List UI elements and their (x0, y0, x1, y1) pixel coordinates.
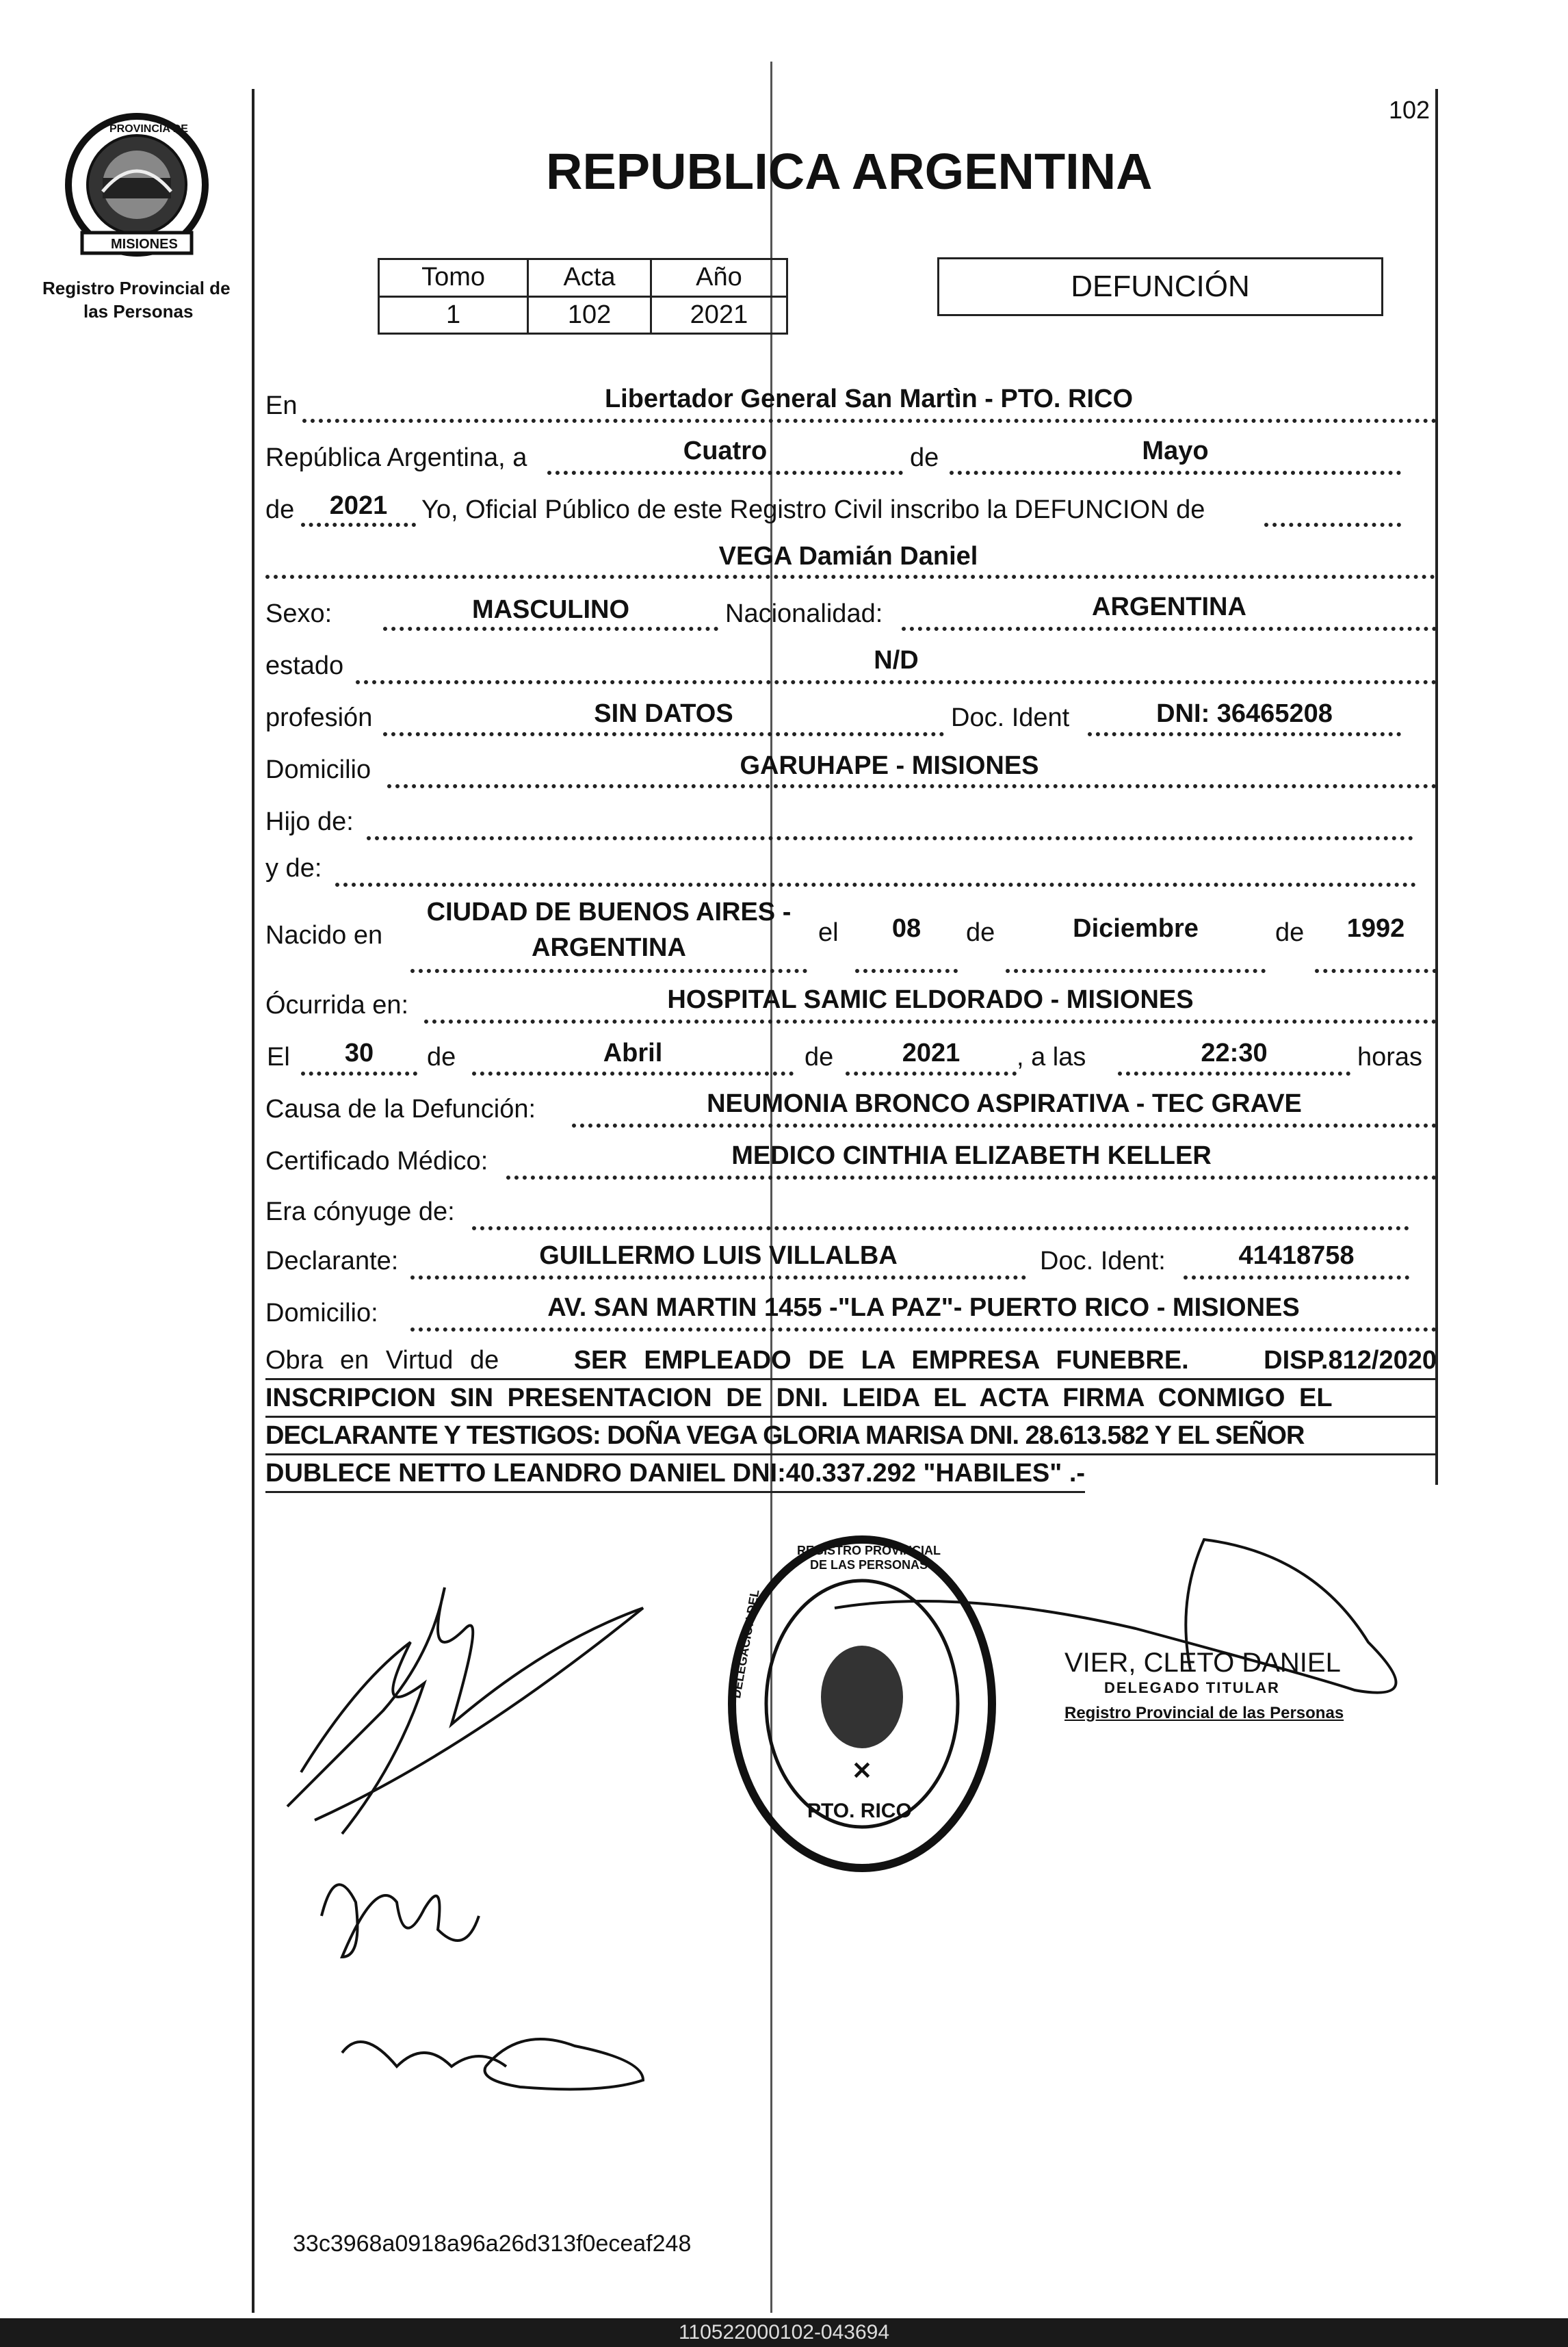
dots-dni (1088, 732, 1401, 736)
page-title: REPUBLICA ARGENTINA (546, 143, 1153, 200)
obra-prefix: Obra en Virtud de (265, 1346, 499, 1375)
obra-line-2 (265, 1380, 1437, 1418)
obra-line-3 (265, 1418, 1437, 1455)
logo-ring-text-bottom: MISIONES (111, 237, 178, 252)
label-certificado: Certificado Médico: (265, 1147, 488, 1176)
field-domicilio: GARUHAPE - MISIONES (740, 751, 1039, 780)
label-conyuge: Era cónyuge de: (265, 1197, 455, 1226)
dots-nac-dia (855, 969, 958, 973)
dots-lugar (302, 419, 1437, 423)
stamp-center-text: PTO. RICO (807, 1800, 912, 1822)
field-declarante: GUILLERMO LUIS VILLALBA (539, 1241, 898, 1270)
label-el-nac: el (818, 918, 839, 947)
obra-line-2-text: INSCRIPCION SIN PRESENTACION DE DNI. LEIDA EL ACTA FIRMA CONMIGO EL (265, 1384, 1333, 1412)
field-nac-mes: Diciembre (1073, 914, 1199, 943)
field-dni: DNI: 36465208 (1156, 699, 1333, 728)
stamp-left-text: DELEGACION DEL (729, 1588, 762, 1700)
field-declarante-doc: 41418758 (1238, 1241, 1355, 1270)
field-nac-dia: 08 (891, 914, 922, 943)
label-republica: República Argentina, a (265, 443, 527, 472)
field-profesion: SIN DATOS (594, 699, 733, 728)
field-causa: NEUMONIA BRONCO ASPIRATIVA - TEC GRAVE (707, 1089, 1302, 1118)
label-y-de: y de: (265, 854, 322, 883)
left-margin-line (252, 89, 254, 2313)
field-nacido-en-line2: ARGENTINA (532, 933, 686, 962)
label-declarante: Declarante: (265, 1247, 399, 1275)
obra-line-4-text: DUBLECE NETTO LEANDRO DANIEL DNI:40.337.292 "HABILES" .- (265, 1459, 1086, 1488)
dots-declarante-doc (1184, 1275, 1409, 1280)
label-a-las: , a las (1017, 1043, 1086, 1072)
signature-scribbles (260, 1546, 739, 2149)
field-def-dia: 30 (344, 1039, 374, 1067)
field-lugar: Libertador General San Martìn - PTO. RICO (604, 385, 1134, 413)
dots-nombre (265, 575, 1435, 579)
label-de-1: de (910, 443, 939, 472)
field-ocurrida-en: HOSPITAL SAMIC ELDORADO - MISIONES (667, 985, 1194, 1014)
obra-line-3-text: DECLARANTE Y TESTIGOS: DOÑA VEGA GLORIA MARISA DNI. 28.613.582 Y EL SEÑOR (265, 1421, 1305, 1450)
svg-text:✕: ✕ (851, 1756, 873, 1785)
label-nacido-en: Nacido en (265, 921, 383, 950)
dots-def-mes (472, 1072, 794, 1076)
officer-role: DELEGADO TITULAR (1104, 1679, 1280, 1696)
dots-dia (547, 471, 903, 475)
label-domicilio: Domicilio (265, 755, 371, 784)
footer-code: 110522000102-043694 (0, 2318, 1568, 2347)
label-estado: estado (265, 651, 344, 680)
dots-ocurrida (424, 1020, 1437, 1024)
dots-certificado (506, 1176, 1437, 1180)
registry-name-1: Registro Provincial de (42, 278, 231, 298)
dots-declarante (410, 1275, 1026, 1280)
field-declarante-domicilio: AV. SAN MARTIN 1455 -"LA PAZ"- PUERTO RICO - MISIONES (547, 1293, 1300, 1322)
dots-nac-anio (1315, 969, 1437, 973)
dots-nacionalidad (902, 627, 1437, 631)
label-de-nac-1: de (966, 918, 995, 947)
field-def-anio: 2021 (902, 1039, 961, 1067)
label-sexo: Sexo: (265, 599, 332, 628)
dots-mes (950, 471, 1401, 475)
label-de-def-1: de (427, 1043, 456, 1072)
dots-estado (356, 680, 1437, 684)
label-doc-ident: Doc. Ident (951, 703, 1070, 732)
header-tomo: Tomo (379, 259, 528, 297)
header-acta: Acta (528, 259, 651, 297)
label-doc-ident-2: Doc. Ident: (1040, 1247, 1166, 1275)
dots-sexo (383, 627, 718, 631)
field-def-mes: Abril (603, 1039, 663, 1067)
field-anio: 2021 (329, 491, 388, 520)
field-dia-letras: Cuatro (683, 437, 768, 465)
officer-name: VIER, CLETO DANIEL (1064, 1648, 1341, 1678)
label-profesion: profesión (265, 703, 373, 732)
field-certificado: MEDICO CINTHIA ELIZABETH KELLER (731, 1141, 1212, 1170)
obra-block (265, 1343, 1437, 1493)
label-domicilio-2: Domicilio: (265, 1299, 378, 1327)
field-nacionalidad: ARGENTINA (1092, 593, 1246, 621)
stamp-ring-text: REGISTRO PROVINCIAL DE LAS PERSONAS (796, 1544, 941, 1572)
header-anio: Año (651, 259, 787, 297)
label-de-2: de (265, 495, 295, 524)
dots-domicilio-2 (410, 1327, 1437, 1332)
field-def-hora: 22:30 (1201, 1039, 1268, 1067)
obra-line-4 (265, 1455, 1085, 1493)
dots-causa (572, 1124, 1437, 1128)
label-nacionalidad: Nacionalidad: (725, 599, 883, 628)
obra-line-1b: DISP.812/2020 (1264, 1346, 1437, 1375)
field-nacido-en-line1: CIUDAD DE BUENOS AIRES - (426, 898, 792, 926)
label-en: En (265, 391, 298, 420)
field-mes: Mayo (1142, 437, 1209, 465)
dots-hijo-de (367, 836, 1413, 840)
registry-name-2: las Personas (83, 301, 194, 322)
dots-anio (301, 523, 416, 527)
label-horas: horas (1357, 1043, 1423, 1072)
obra-line-1a: SER EMPLEADO DE LA EMPRESA FUNEBRE. (573, 1346, 1189, 1375)
tomo-acta-anio-table (378, 258, 788, 335)
value-tomo: 1 (379, 296, 528, 334)
value-acta: 102 (528, 296, 651, 334)
label-de-def-2: de (805, 1043, 834, 1072)
value-anio: 2021 (651, 296, 787, 334)
dots-profesion (383, 732, 944, 736)
label-hijo-de: Hijo de: (265, 807, 354, 836)
obra-line-1 (265, 1343, 1437, 1380)
label-causa: Causa de la Defunción: (265, 1095, 536, 1124)
province-logo (62, 109, 212, 260)
dots-def-hora (1118, 1072, 1350, 1076)
field-sexo: MASCULINO (471, 595, 630, 624)
dots-y-de (335, 883, 1416, 887)
label-de-nac-2: de (1275, 918, 1305, 947)
logo-ring-text-top: PROVINCIA DE (109, 123, 188, 135)
label-el-def: El (267, 1043, 290, 1072)
page-number: 102 (1389, 96, 1430, 124)
dots-conyuge (472, 1226, 1409, 1230)
dots-def-anio (846, 1072, 1017, 1076)
officer-org: Registro Provincial de las Personas (1064, 1704, 1344, 1722)
label-oficial: Yo, Oficial Público de este Registro Civil inscribo la DEFUNCION de (421, 495, 1205, 524)
field-nombre: VEGA Damián Daniel (718, 542, 978, 571)
dots-oficial-end (1264, 523, 1401, 527)
label-ocurrida-en: Ócurrida en: (265, 991, 409, 1020)
dots-domicilio (387, 784, 1437, 788)
dots-nacido-en (410, 969, 807, 973)
field-estado: N/D (874, 646, 919, 675)
field-nac-anio: 1992 (1346, 914, 1405, 943)
dots-nac-mes (1006, 969, 1266, 973)
document-hash: 33c3968a0918a96a26d313f0eceaf248 (293, 2231, 692, 2257)
dots-def-dia (301, 1072, 417, 1076)
document-type-box: DEFUNCIÓN (937, 257, 1383, 316)
